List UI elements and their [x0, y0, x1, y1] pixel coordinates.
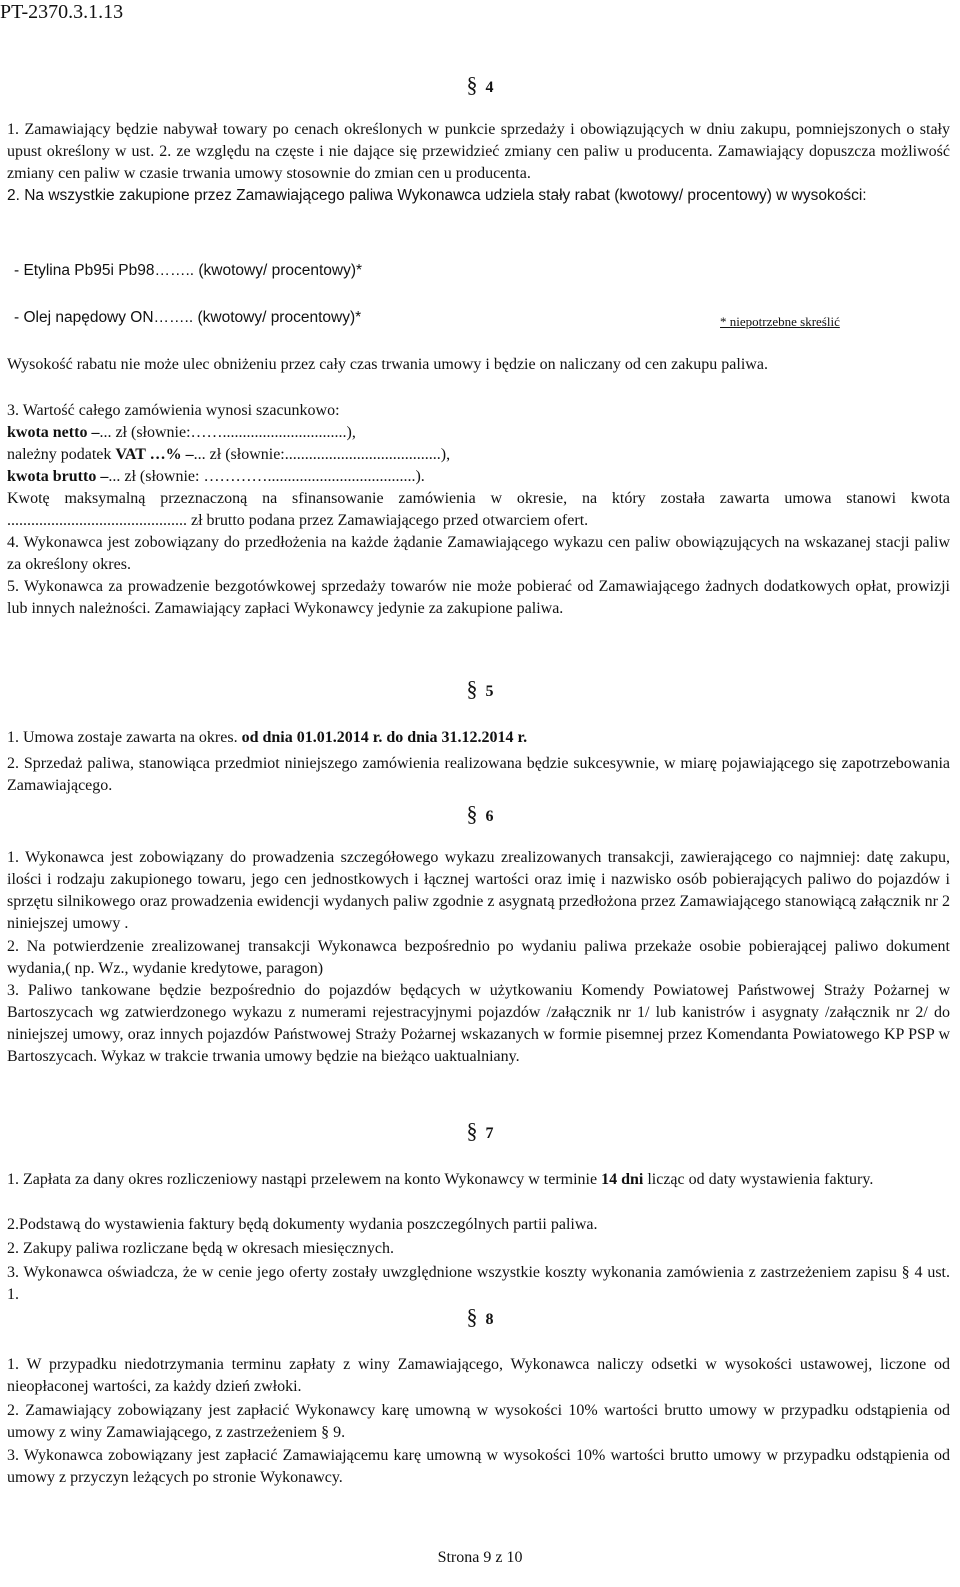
document-id: PT-2370.3.1.13 — [0, 1, 124, 23]
s5-p1-text: 1. Umowa zostaje zawarta na okres. — [7, 729, 242, 746]
section-heading-8 — [0, 1306, 960, 1331]
section-heading-6 — [0, 803, 960, 828]
s8-paragraph-2: 2. Zamawiający zobowiązany jest zapłacić Wykonawcy karę umowną w wysokości 10% wartości brutto umowy w przypadku odstąpienia od umowy z winy Zamawiającego, z zastrzeżeniem § 9. — [7, 1402, 950, 1441]
section-number: 6 — [485, 808, 494, 825]
s5-paragraph-1 — [7, 727, 950, 749]
section-symbol: § — [466, 1304, 478, 1329]
s8-paragraph-3: 3. Wykonawca zobowiązany jest zapłacić Zamawiającemu karę umowną w wysokości 10% wartości brutto umowy w przypadku odstąpienia od umowy z przyczyn leżących po stronie Wykonawcy. — [7, 1447, 950, 1486]
s4-olej-line: - Olej napędowy ON…….. (kwotowy/ procentowy)* — [14, 309, 362, 326]
s4-paragraph-2: 2. Na wszystkie zakupione przez Zamawiającego paliwa Wykonawca udziela stały rabat (kwotowy/ procentowy) w wysokości: — [7, 187, 867, 204]
s5-paragraph-2: 2. Sprzedaż paliwa, stanowiąca przedmiot niniejszego zamówienia realizowana będzie sukcesywnie, w miarę pojawiającego się zapotrzebowania Zamawiającego. — [7, 755, 950, 794]
s7-p1-text: 1. Zapłata za dany okres rozliczeniowy nastąpi przelewem na konto Wykonawcy w terminie — [7, 1171, 602, 1188]
section-symbol: § — [466, 676, 478, 701]
vat-value: ... zł (słownie:.......................................), — [193, 446, 451, 463]
section-number: 5 — [485, 683, 494, 700]
s7-paragraph-1 — [7, 1169, 950, 1191]
s4-vat-line — [7, 444, 950, 466]
s4-netto-line — [7, 422, 950, 444]
vat-label: VAT …% – — [115, 446, 194, 463]
s4-paragraph-5: 5. Wykonawca za prowadzenie bezgotówkowej sprzedaży towarów nie może pobierać od Zamawiającego żadnych dodatkowych opłat, prowizji lub innych należności. Zamawiający zapłaci Wykonawcy jedynie za zakupione paliwa. — [7, 578, 950, 617]
s6-paragraph-1: 1. Wykonawca jest zobowiązany do prowadzenia szczegółowego wykazu zrealizowanych transakcji, zawierającego co najmniej: datę zakupu, ilości i rodzaju zakupionego towaru, jego cen jednostkowych i łącznej wartości oraz imię i nazwisko osób pobierających paliwo do pojazdów i sprzętu silnikowego oraz prowadzenia ewidencji wydanych paliw zgodnie z asygnatą przedłożona przez Zamawiającego stanowiącą załącznik nr 2 niniejszej umowy . — [7, 849, 950, 932]
page-footer: Strona 9 z 10 — [437, 1549, 523, 1566]
s7-p1-text-end: licząc od daty wystawienia faktury. — [643, 1171, 874, 1188]
section-heading-7 — [0, 1120, 960, 1145]
section-heading-4 — [0, 74, 960, 99]
s4-kwota-paragraph: Kwotę maksymalną przeznaczoną na sfinansowanie zamówienia w okresie, na który została zawarta umowa stanowi kwota ............................................. zł brutto podana przez Zamawiającego przed otwarciem ofert. — [7, 490, 950, 529]
s6-paragraph-2: 2. Na potwierdzenie zrealizowanej transakcji Wykonawca bezpośrednio po wydaniu paliwa przekaże osobie pobierającej paliwo dokument wydania,( np. Wz., wydanie kredytowe, paragon) — [7, 938, 950, 977]
s4-paragraph-3: 3. Wartość całego zamówienia wynosi szacunkowo: — [7, 402, 340, 419]
netto-label: kwota netto – — [7, 424, 100, 441]
s7-paragraph-2: 2.Podstawą do wystawienia faktury będą dokumenty wydania poszczególnych partii paliwa. — [7, 1216, 598, 1233]
s7-paragraph-3: 2. Zakupy paliwa rozliczane będą w okresach miesięcznych. — [7, 1240, 394, 1257]
s5-p1-dates: od dnia 01.01.2014 r. do dnia 31.12.2014 r. — [241, 729, 528, 746]
s4-brutto-line — [7, 466, 950, 488]
s4-paragraph-1: 1. Zamawiający będzie nabywał towary po cenach określonych w punkcie sprzedaży i obowiązujących w dniu zakupu, pomniejszonych o stały upust określony w ust. 2. ze względu na częste i nie dające się przewidzieć zmiany cen paliw u producenta. Zamawiający dopuszcza możliwość zmiany cen paliw w czasie trwania umowy stosownie do zmian cen u producenta. — [7, 121, 950, 182]
s4-paragraph-4: 4. Wykonawca jest zobowiązany do przedłożenia na każde żądanie Zamawiającego wykazu cen paliw obowiązujących na wskazanej stacji paliw za określony okres. — [7, 534, 950, 573]
brutto-label: kwota brutto – — [7, 468, 109, 485]
s7-p1-days: 14 dni — [601, 1171, 644, 1188]
section-heading-5 — [0, 678, 960, 703]
s4-etylina-line: - Etylina Pb95i Pb98…….. (kwotowy/ procentowy)* — [14, 262, 363, 279]
section-number: 4 — [485, 79, 494, 96]
section-symbol: § — [466, 1118, 478, 1143]
s6-paragraph-3: 3. Paliwo tankowane będzie bezpośrednio do pojazdów będących w użytkowaniu Komendy Powiatowej Państwowej Straży Pożarnej w Bartoszycach wg zatwierdzonego wykazu z numerami rejestracyjnymi pojazdów /załącznik nr 1/ lub kanistrów i asygnaty /załącznik nr 2/ do niniejszej umowy, oraz innych pojazdów Państwowej Straży Pożarnej wskazanych w formie pisemnej przez Komendanta Powiatowego KP PSP w Bartoszycach. Wykaz w trakcie trwania umowy będzie na bieżąco uaktualniany. — [7, 982, 950, 1065]
s8-paragraph-1: 1. W przypadku niedotrzymania terminu zapłaty z winy Zamawiającego, Wykonawca naliczy odsetki w wysokości ustawowej, liczone od nieopłaconej wartości, za każdy dzień zwłoki. — [7, 1356, 950, 1395]
vat-prefix: należny podatek — [7, 446, 116, 463]
netto-value: ... zł (słownie:……...............................), — [99, 424, 356, 441]
section-number: 8 — [485, 1311, 494, 1328]
section-symbol: § — [466, 801, 478, 826]
s7-paragraph-4: 3. Wykonawca oświadcza, że w cenie jego oferty zostały uwzględnione wszystkie koszty wykonania zamówienia z zastrzeżeniem zapisu § 4 ust. 1. — [7, 1264, 950, 1303]
section-symbol: § — [466, 72, 478, 97]
footnote: * niepotrzebne skreślić — [720, 314, 840, 329]
s4-rabat-paragraph: Wysokość rabatu nie może ulec obniżeniu przez cały czas trwania umowy i będzie on naliczany od cen zakupu paliwa. — [7, 356, 768, 373]
section-number: 7 — [485, 1125, 494, 1142]
brutto-value: ... zł (słownie: ………….....................................). — [108, 468, 425, 485]
